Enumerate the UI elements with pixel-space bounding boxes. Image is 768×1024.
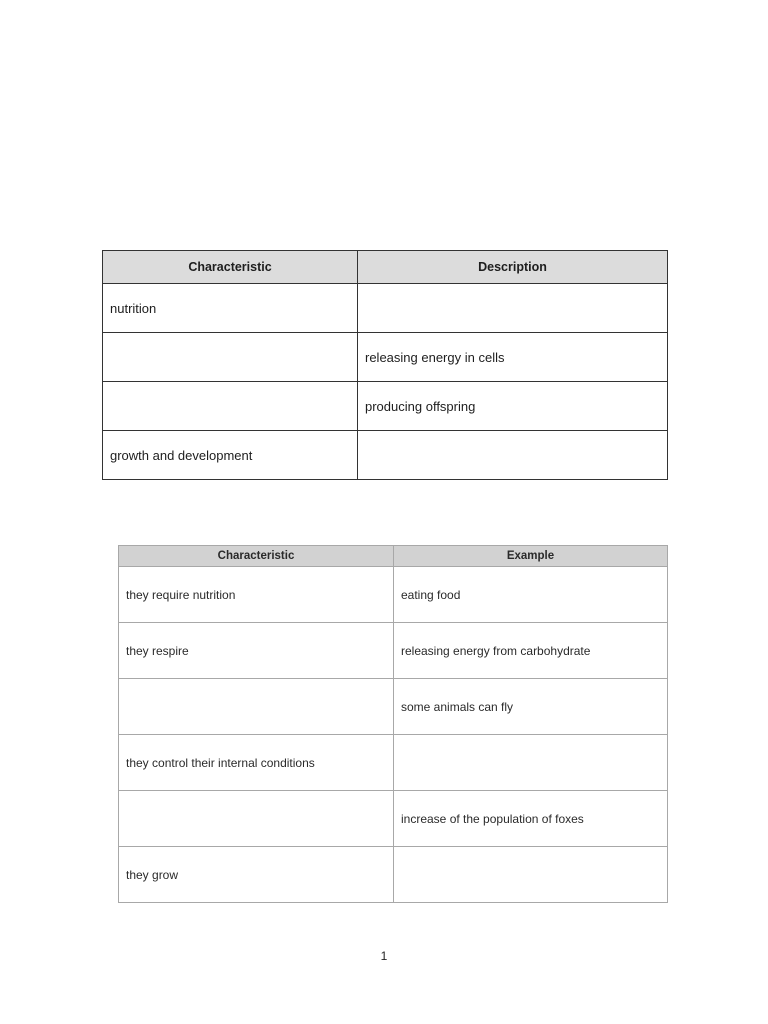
table-cell: releasing energy in cells (358, 333, 668, 382)
table-cell (103, 382, 358, 431)
table-cell: growth and development (103, 431, 358, 480)
table-row (119, 735, 668, 791)
table-cell (119, 791, 394, 847)
column-header-characteristic: Characteristic (103, 251, 358, 284)
table-cell (358, 431, 668, 480)
table-cell: increase of the population of foxes (394, 791, 668, 847)
table-row (103, 382, 668, 431)
characteristics-description-table (102, 250, 668, 480)
table-cell: releasing energy from carbohydrate (394, 623, 668, 679)
table-cell: some animals can fly (394, 679, 668, 735)
table-cell (394, 735, 668, 791)
table-row (119, 679, 668, 735)
table-header-row (119, 546, 668, 567)
table-row (103, 333, 668, 382)
table-row (119, 791, 668, 847)
column-header-description: Description (358, 251, 668, 284)
table-row (119, 623, 668, 679)
table-row (119, 567, 668, 623)
table-row (103, 431, 668, 480)
table-cell: they respire (119, 623, 394, 679)
table-cell: producing offspring (358, 382, 668, 431)
table-cell (394, 847, 668, 903)
table-cell (119, 679, 394, 735)
table-cell: eating food (394, 567, 668, 623)
table-row (103, 284, 668, 333)
table-cell (358, 284, 668, 333)
table-row (119, 847, 668, 903)
column-header-example: Example (394, 546, 668, 567)
table-header-row (103, 251, 668, 284)
table-cell: they require nutrition (119, 567, 394, 623)
page-number: 1 (380, 949, 388, 963)
table-cell: they control their internal conditions (119, 735, 394, 791)
table-cell: they grow (119, 847, 394, 903)
column-header-characteristic: Characteristic (119, 546, 394, 567)
table-cell: nutrition (103, 284, 358, 333)
characteristics-example-table (118, 545, 668, 903)
table-cell (103, 333, 358, 382)
